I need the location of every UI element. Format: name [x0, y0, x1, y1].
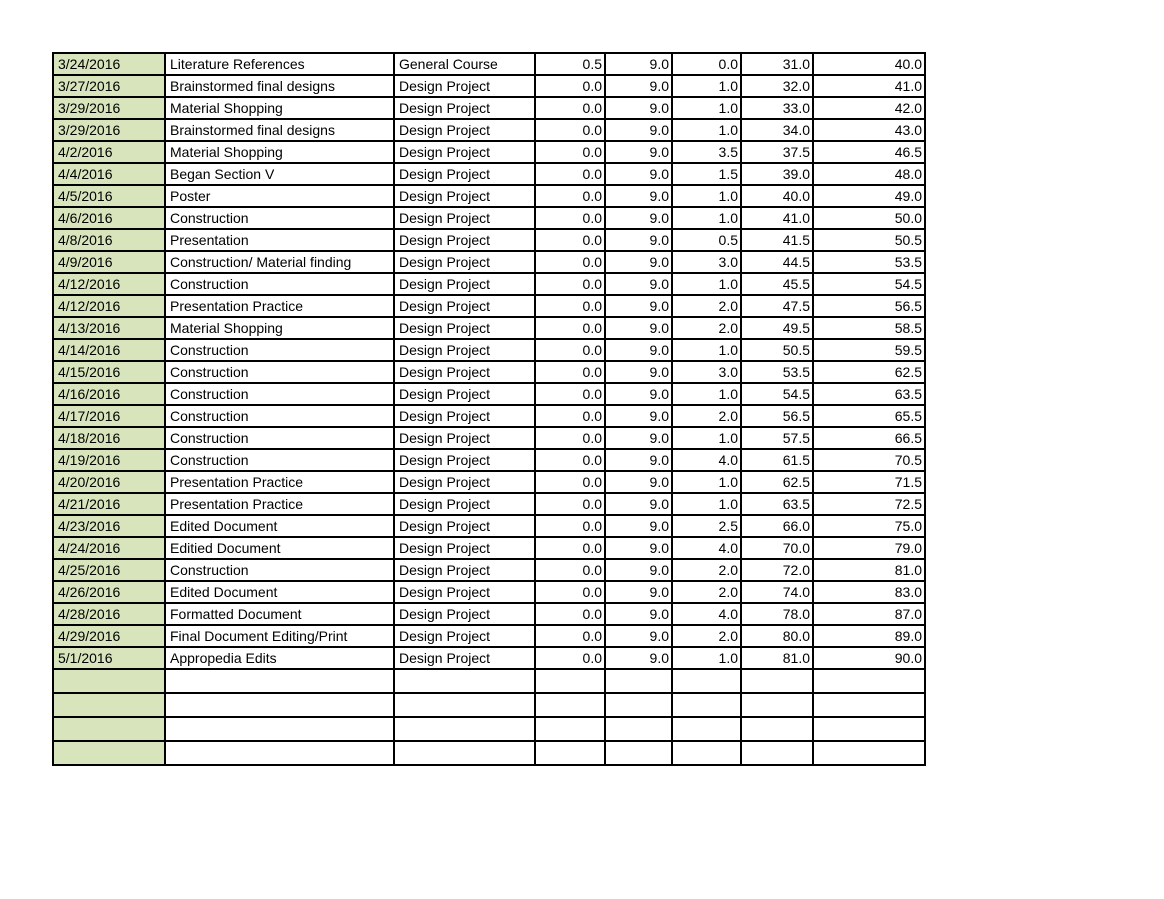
empty-date-cell [53, 693, 165, 717]
activity-cell: Material Shopping [165, 317, 394, 339]
empty-activity-cell [165, 717, 394, 741]
date-cell: 4/26/2016 [53, 581, 165, 603]
running-total-cell: 48.0 [813, 163, 925, 185]
empty-category-cell [394, 741, 535, 765]
date-cell: 4/19/2016 [53, 449, 165, 471]
cumulative-cell: 39.0 [741, 163, 813, 185]
category-cell: Design Project [394, 559, 535, 581]
running-total-cell: 53.5 [813, 251, 925, 273]
empty-hours-a-cell [535, 741, 605, 765]
hours-c-cell: 1.0 [672, 119, 741, 141]
table-row [53, 449, 925, 471]
hours-b-cell: 9.0 [605, 141, 672, 163]
hours-b-cell: 9.0 [605, 427, 672, 449]
hours-c-cell: 2.0 [672, 625, 741, 647]
date-cell: 4/21/2016 [53, 493, 165, 515]
hours-b-cell: 9.0 [605, 493, 672, 515]
hours-a-cell: 0.0 [535, 625, 605, 647]
table-row [53, 185, 925, 207]
hours-b-cell: 9.0 [605, 75, 672, 97]
activity-cell: Edited Document [165, 581, 394, 603]
cumulative-cell: 47.5 [741, 295, 813, 317]
hours-c-cell: 3.0 [672, 361, 741, 383]
table-row [53, 339, 925, 361]
date-cell: 4/6/2016 [53, 207, 165, 229]
table-row [53, 625, 925, 647]
table-row [53, 427, 925, 449]
hours-c-cell: 1.0 [672, 647, 741, 669]
activity-cell: Construction [165, 449, 394, 471]
category-cell: Design Project [394, 119, 535, 141]
cumulative-cell: 54.5 [741, 383, 813, 405]
running-total-cell: 72.5 [813, 493, 925, 515]
running-total-cell: 62.5 [813, 361, 925, 383]
activity-cell: Brainstormed final designs [165, 119, 394, 141]
category-cell: Design Project [394, 229, 535, 251]
running-total-cell: 75.0 [813, 515, 925, 537]
hours-c-cell: 2.0 [672, 581, 741, 603]
date-cell: 4/5/2016 [53, 185, 165, 207]
cumulative-cell: 41.5 [741, 229, 813, 251]
hours-b-cell: 9.0 [605, 295, 672, 317]
activity-cell: Formatted Document [165, 603, 394, 625]
activity-cell: Construction [165, 559, 394, 581]
hours-b-cell: 9.0 [605, 207, 672, 229]
cumulative-cell: 56.5 [741, 405, 813, 427]
table-row [53, 53, 925, 75]
empty-hours-c-cell [672, 741, 741, 765]
cumulative-cell: 62.5 [741, 471, 813, 493]
activity-cell: Construction [165, 361, 394, 383]
date-cell: 5/1/2016 [53, 647, 165, 669]
running-total-cell: 90.0 [813, 647, 925, 669]
hours-b-cell: 9.0 [605, 383, 672, 405]
hours-a-cell: 0.0 [535, 119, 605, 141]
table-row [53, 97, 925, 119]
hours-a-cell: 0.0 [535, 581, 605, 603]
hours-b-cell: 9.0 [605, 273, 672, 295]
date-cell: 3/27/2016 [53, 75, 165, 97]
category-cell: Design Project [394, 471, 535, 493]
cumulative-cell: 72.0 [741, 559, 813, 581]
hours-b-cell: 9.0 [605, 317, 672, 339]
cumulative-cell: 37.5 [741, 141, 813, 163]
cumulative-cell: 34.0 [741, 119, 813, 141]
hours-a-cell: 0.0 [535, 339, 605, 361]
hours-b-cell: 9.0 [605, 449, 672, 471]
table-row [53, 493, 925, 515]
hours-c-cell: 1.0 [672, 383, 741, 405]
hours-b-cell: 9.0 [605, 471, 672, 493]
table-row [53, 163, 925, 185]
cumulative-cell: 57.5 [741, 427, 813, 449]
cumulative-cell: 31.0 [741, 53, 813, 75]
hours-c-cell: 1.0 [672, 273, 741, 295]
cumulative-cell: 78.0 [741, 603, 813, 625]
category-cell: Design Project [394, 75, 535, 97]
category-cell: Design Project [394, 383, 535, 405]
hours-c-cell: 1.0 [672, 471, 741, 493]
activity-cell: Editied Document [165, 537, 394, 559]
hours-a-cell: 0.0 [535, 75, 605, 97]
table-row [53, 295, 925, 317]
table-row [53, 251, 925, 273]
hours-a-cell: 0.0 [535, 603, 605, 625]
hours-b-cell: 9.0 [605, 361, 672, 383]
activity-cell: Construction [165, 207, 394, 229]
date-cell: 4/17/2016 [53, 405, 165, 427]
hours-a-cell: 0.5 [535, 53, 605, 75]
table-row [53, 273, 925, 295]
timesheet-table [52, 52, 926, 766]
hours-b-cell: 9.0 [605, 229, 672, 251]
empty-hours-c-cell [672, 717, 741, 741]
date-cell: 3/29/2016 [53, 97, 165, 119]
category-cell: Design Project [394, 625, 535, 647]
running-total-cell: 58.5 [813, 317, 925, 339]
hours-c-cell: 1.0 [672, 493, 741, 515]
activity-cell: Construction [165, 339, 394, 361]
activity-cell: Construction [165, 405, 394, 427]
running-total-cell: 87.0 [813, 603, 925, 625]
empty-table-row [53, 717, 925, 741]
empty-cumulative-cell [741, 669, 813, 693]
hours-c-cell: 4.0 [672, 603, 741, 625]
category-cell: Design Project [394, 647, 535, 669]
hours-c-cell: 0.5 [672, 229, 741, 251]
hours-b-cell: 9.0 [605, 339, 672, 361]
table-row [53, 141, 925, 163]
empty-hours-b-cell [605, 693, 672, 717]
empty-cumulative-cell [741, 717, 813, 741]
running-total-cell: 59.5 [813, 339, 925, 361]
category-cell: Design Project [394, 317, 535, 339]
activity-cell: Edited Document [165, 515, 394, 537]
running-total-cell: 49.0 [813, 185, 925, 207]
running-total-cell: 43.0 [813, 119, 925, 141]
cumulative-cell: 66.0 [741, 515, 813, 537]
empty-hours-c-cell [672, 693, 741, 717]
date-cell: 3/24/2016 [53, 53, 165, 75]
hours-c-cell: 1.5 [672, 163, 741, 185]
hours-b-cell: 9.0 [605, 559, 672, 581]
cumulative-cell: 53.5 [741, 361, 813, 383]
date-cell: 4/18/2016 [53, 427, 165, 449]
cumulative-cell: 50.5 [741, 339, 813, 361]
category-cell: Design Project [394, 427, 535, 449]
date-cell: 4/13/2016 [53, 317, 165, 339]
empty-hours-c-cell [672, 669, 741, 693]
cumulative-cell: 61.5 [741, 449, 813, 471]
category-cell: Design Project [394, 405, 535, 427]
hours-b-cell: 9.0 [605, 119, 672, 141]
empty-running-total-cell [813, 717, 925, 741]
table-row [53, 515, 925, 537]
activity-cell: Presentation Practice [165, 295, 394, 317]
hours-c-cell: 3.5 [672, 141, 741, 163]
hours-c-cell: 2.5 [672, 515, 741, 537]
hours-b-cell: 9.0 [605, 185, 672, 207]
hours-b-cell: 9.0 [605, 53, 672, 75]
empty-date-cell [53, 669, 165, 693]
hours-a-cell: 0.0 [535, 427, 605, 449]
empty-category-cell [394, 693, 535, 717]
empty-hours-a-cell [535, 669, 605, 693]
empty-hours-b-cell [605, 669, 672, 693]
running-total-cell: 89.0 [813, 625, 925, 647]
empty-activity-cell [165, 741, 394, 765]
hours-c-cell: 1.0 [672, 427, 741, 449]
running-total-cell: 41.0 [813, 75, 925, 97]
cumulative-cell: 44.5 [741, 251, 813, 273]
running-total-cell: 71.5 [813, 471, 925, 493]
cumulative-cell: 45.5 [741, 273, 813, 295]
date-cell: 4/24/2016 [53, 537, 165, 559]
hours-c-cell: 2.0 [672, 559, 741, 581]
category-cell: Design Project [394, 449, 535, 471]
empty-running-total-cell [813, 669, 925, 693]
activity-cell: Material Shopping [165, 97, 394, 119]
hours-b-cell: 9.0 [605, 647, 672, 669]
activity-cell: Presentation Practice [165, 493, 394, 515]
category-cell: Design Project [394, 141, 535, 163]
hours-b-cell: 9.0 [605, 625, 672, 647]
date-cell: 4/12/2016 [53, 295, 165, 317]
hours-b-cell: 9.0 [605, 405, 672, 427]
table-row [53, 383, 925, 405]
empty-category-cell [394, 717, 535, 741]
running-total-cell: 81.0 [813, 559, 925, 581]
hours-b-cell: 9.0 [605, 515, 672, 537]
activity-cell: Construction [165, 383, 394, 405]
category-cell: Design Project [394, 603, 535, 625]
category-cell: Design Project [394, 493, 535, 515]
date-cell: 4/29/2016 [53, 625, 165, 647]
empty-activity-cell [165, 693, 394, 717]
hours-a-cell: 0.0 [535, 163, 605, 185]
date-cell: 4/4/2016 [53, 163, 165, 185]
hours-a-cell: 0.0 [535, 207, 605, 229]
hours-a-cell: 0.0 [535, 647, 605, 669]
hours-b-cell: 9.0 [605, 251, 672, 273]
hours-c-cell: 2.0 [672, 295, 741, 317]
activity-cell: Final Document Editing/Print [165, 625, 394, 647]
empty-hours-a-cell [535, 717, 605, 741]
activity-cell: Construction [165, 427, 394, 449]
hours-c-cell: 1.0 [672, 339, 741, 361]
activity-cell: Poster [165, 185, 394, 207]
category-cell: Design Project [394, 361, 535, 383]
running-total-cell: 83.0 [813, 581, 925, 603]
category-cell: Design Project [394, 207, 535, 229]
table-row [53, 119, 925, 141]
hours-a-cell: 0.0 [535, 97, 605, 119]
hours-a-cell: 0.0 [535, 471, 605, 493]
running-total-cell: 50.0 [813, 207, 925, 229]
hours-a-cell: 0.0 [535, 141, 605, 163]
date-cell: 4/8/2016 [53, 229, 165, 251]
category-cell: Design Project [394, 273, 535, 295]
running-total-cell: 79.0 [813, 537, 925, 559]
activity-cell: Material Shopping [165, 141, 394, 163]
category-cell: Design Project [394, 185, 535, 207]
hours-a-cell: 0.0 [535, 229, 605, 251]
hours-a-cell: 0.0 [535, 251, 605, 273]
hours-a-cell: 0.0 [535, 493, 605, 515]
activity-cell: Presentation [165, 229, 394, 251]
empty-hours-b-cell [605, 717, 672, 741]
table-row [53, 471, 925, 493]
activity-cell: Construction/ Material finding [165, 251, 394, 273]
empty-date-cell [53, 717, 165, 741]
hours-a-cell: 0.0 [535, 317, 605, 339]
category-cell: Design Project [394, 251, 535, 273]
empty-running-total-cell [813, 741, 925, 765]
table-row [53, 559, 925, 581]
empty-table-row [53, 669, 925, 693]
hours-c-cell: 4.0 [672, 537, 741, 559]
running-total-cell: 70.5 [813, 449, 925, 471]
activity-cell: Brainstormed final designs [165, 75, 394, 97]
date-cell: 4/9/2016 [53, 251, 165, 273]
category-cell: Design Project [394, 537, 535, 559]
hours-a-cell: 0.0 [535, 185, 605, 207]
activity-cell: Appropedia Edits [165, 647, 394, 669]
hours-c-cell: 1.0 [672, 207, 741, 229]
table-row [53, 537, 925, 559]
cumulative-cell: 32.0 [741, 75, 813, 97]
hours-a-cell: 0.0 [535, 559, 605, 581]
hours-a-cell: 0.0 [535, 449, 605, 471]
empty-running-total-cell [813, 693, 925, 717]
running-total-cell: 54.5 [813, 273, 925, 295]
table-row [53, 603, 925, 625]
running-total-cell: 40.0 [813, 53, 925, 75]
cumulative-cell: 80.0 [741, 625, 813, 647]
empty-cumulative-cell [741, 693, 813, 717]
hours-c-cell: 1.0 [672, 75, 741, 97]
cumulative-cell: 49.5 [741, 317, 813, 339]
running-total-cell: 42.0 [813, 97, 925, 119]
table-row [53, 317, 925, 339]
hours-a-cell: 0.0 [535, 515, 605, 537]
category-cell: Design Project [394, 339, 535, 361]
hours-b-cell: 9.0 [605, 97, 672, 119]
date-cell: 4/28/2016 [53, 603, 165, 625]
activity-cell: Literature References [165, 53, 394, 75]
hours-b-cell: 9.0 [605, 603, 672, 625]
date-cell: 4/23/2016 [53, 515, 165, 537]
running-total-cell: 46.5 [813, 141, 925, 163]
table-row [53, 361, 925, 383]
empty-activity-cell [165, 669, 394, 693]
empty-category-cell [394, 669, 535, 693]
hours-c-cell: 2.0 [672, 405, 741, 427]
date-cell: 4/20/2016 [53, 471, 165, 493]
category-cell: Design Project [394, 295, 535, 317]
empty-table-row [53, 741, 925, 765]
date-cell: 4/25/2016 [53, 559, 165, 581]
date-cell: 4/16/2016 [53, 383, 165, 405]
hours-a-cell: 0.0 [535, 537, 605, 559]
hours-b-cell: 9.0 [605, 537, 672, 559]
cumulative-cell: 74.0 [741, 581, 813, 603]
running-total-cell: 63.5 [813, 383, 925, 405]
table-row [53, 581, 925, 603]
category-cell: Design Project [394, 97, 535, 119]
table-row [53, 647, 925, 669]
cumulative-cell: 40.0 [741, 185, 813, 207]
hours-a-cell: 0.0 [535, 405, 605, 427]
date-cell: 4/12/2016 [53, 273, 165, 295]
hours-c-cell: 3.0 [672, 251, 741, 273]
table-row [53, 207, 925, 229]
hours-c-cell: 0.0 [672, 53, 741, 75]
running-total-cell: 66.5 [813, 427, 925, 449]
table-row [53, 405, 925, 427]
running-total-cell: 56.5 [813, 295, 925, 317]
date-cell: 4/2/2016 [53, 141, 165, 163]
category-cell: Design Project [394, 163, 535, 185]
date-cell: 3/29/2016 [53, 119, 165, 141]
hours-c-cell: 2.0 [672, 317, 741, 339]
cumulative-cell: 70.0 [741, 537, 813, 559]
cumulative-cell: 41.0 [741, 207, 813, 229]
empty-date-cell [53, 741, 165, 765]
hours-b-cell: 9.0 [605, 581, 672, 603]
timesheet-body [53, 53, 925, 765]
hours-a-cell: 0.0 [535, 383, 605, 405]
table-row [53, 229, 925, 251]
hours-a-cell: 0.0 [535, 361, 605, 383]
empty-table-row [53, 693, 925, 717]
cumulative-cell: 33.0 [741, 97, 813, 119]
date-cell: 4/14/2016 [53, 339, 165, 361]
cumulative-cell: 63.5 [741, 493, 813, 515]
activity-cell: Presentation Practice [165, 471, 394, 493]
activity-cell: Construction [165, 273, 394, 295]
hours-c-cell: 1.0 [672, 97, 741, 119]
hours-a-cell: 0.0 [535, 273, 605, 295]
date-cell: 4/15/2016 [53, 361, 165, 383]
hours-c-cell: 4.0 [672, 449, 741, 471]
hours-a-cell: 0.0 [535, 295, 605, 317]
hours-c-cell: 1.0 [672, 185, 741, 207]
hours-b-cell: 9.0 [605, 163, 672, 185]
category-cell: Design Project [394, 581, 535, 603]
empty-cumulative-cell [741, 741, 813, 765]
empty-hours-b-cell [605, 741, 672, 765]
category-cell: General Course [394, 53, 535, 75]
category-cell: Design Project [394, 515, 535, 537]
activity-cell: Began Section V [165, 163, 394, 185]
running-total-cell: 50.5 [813, 229, 925, 251]
empty-hours-a-cell [535, 693, 605, 717]
cumulative-cell: 81.0 [741, 647, 813, 669]
running-total-cell: 65.5 [813, 405, 925, 427]
table-row [53, 75, 925, 97]
